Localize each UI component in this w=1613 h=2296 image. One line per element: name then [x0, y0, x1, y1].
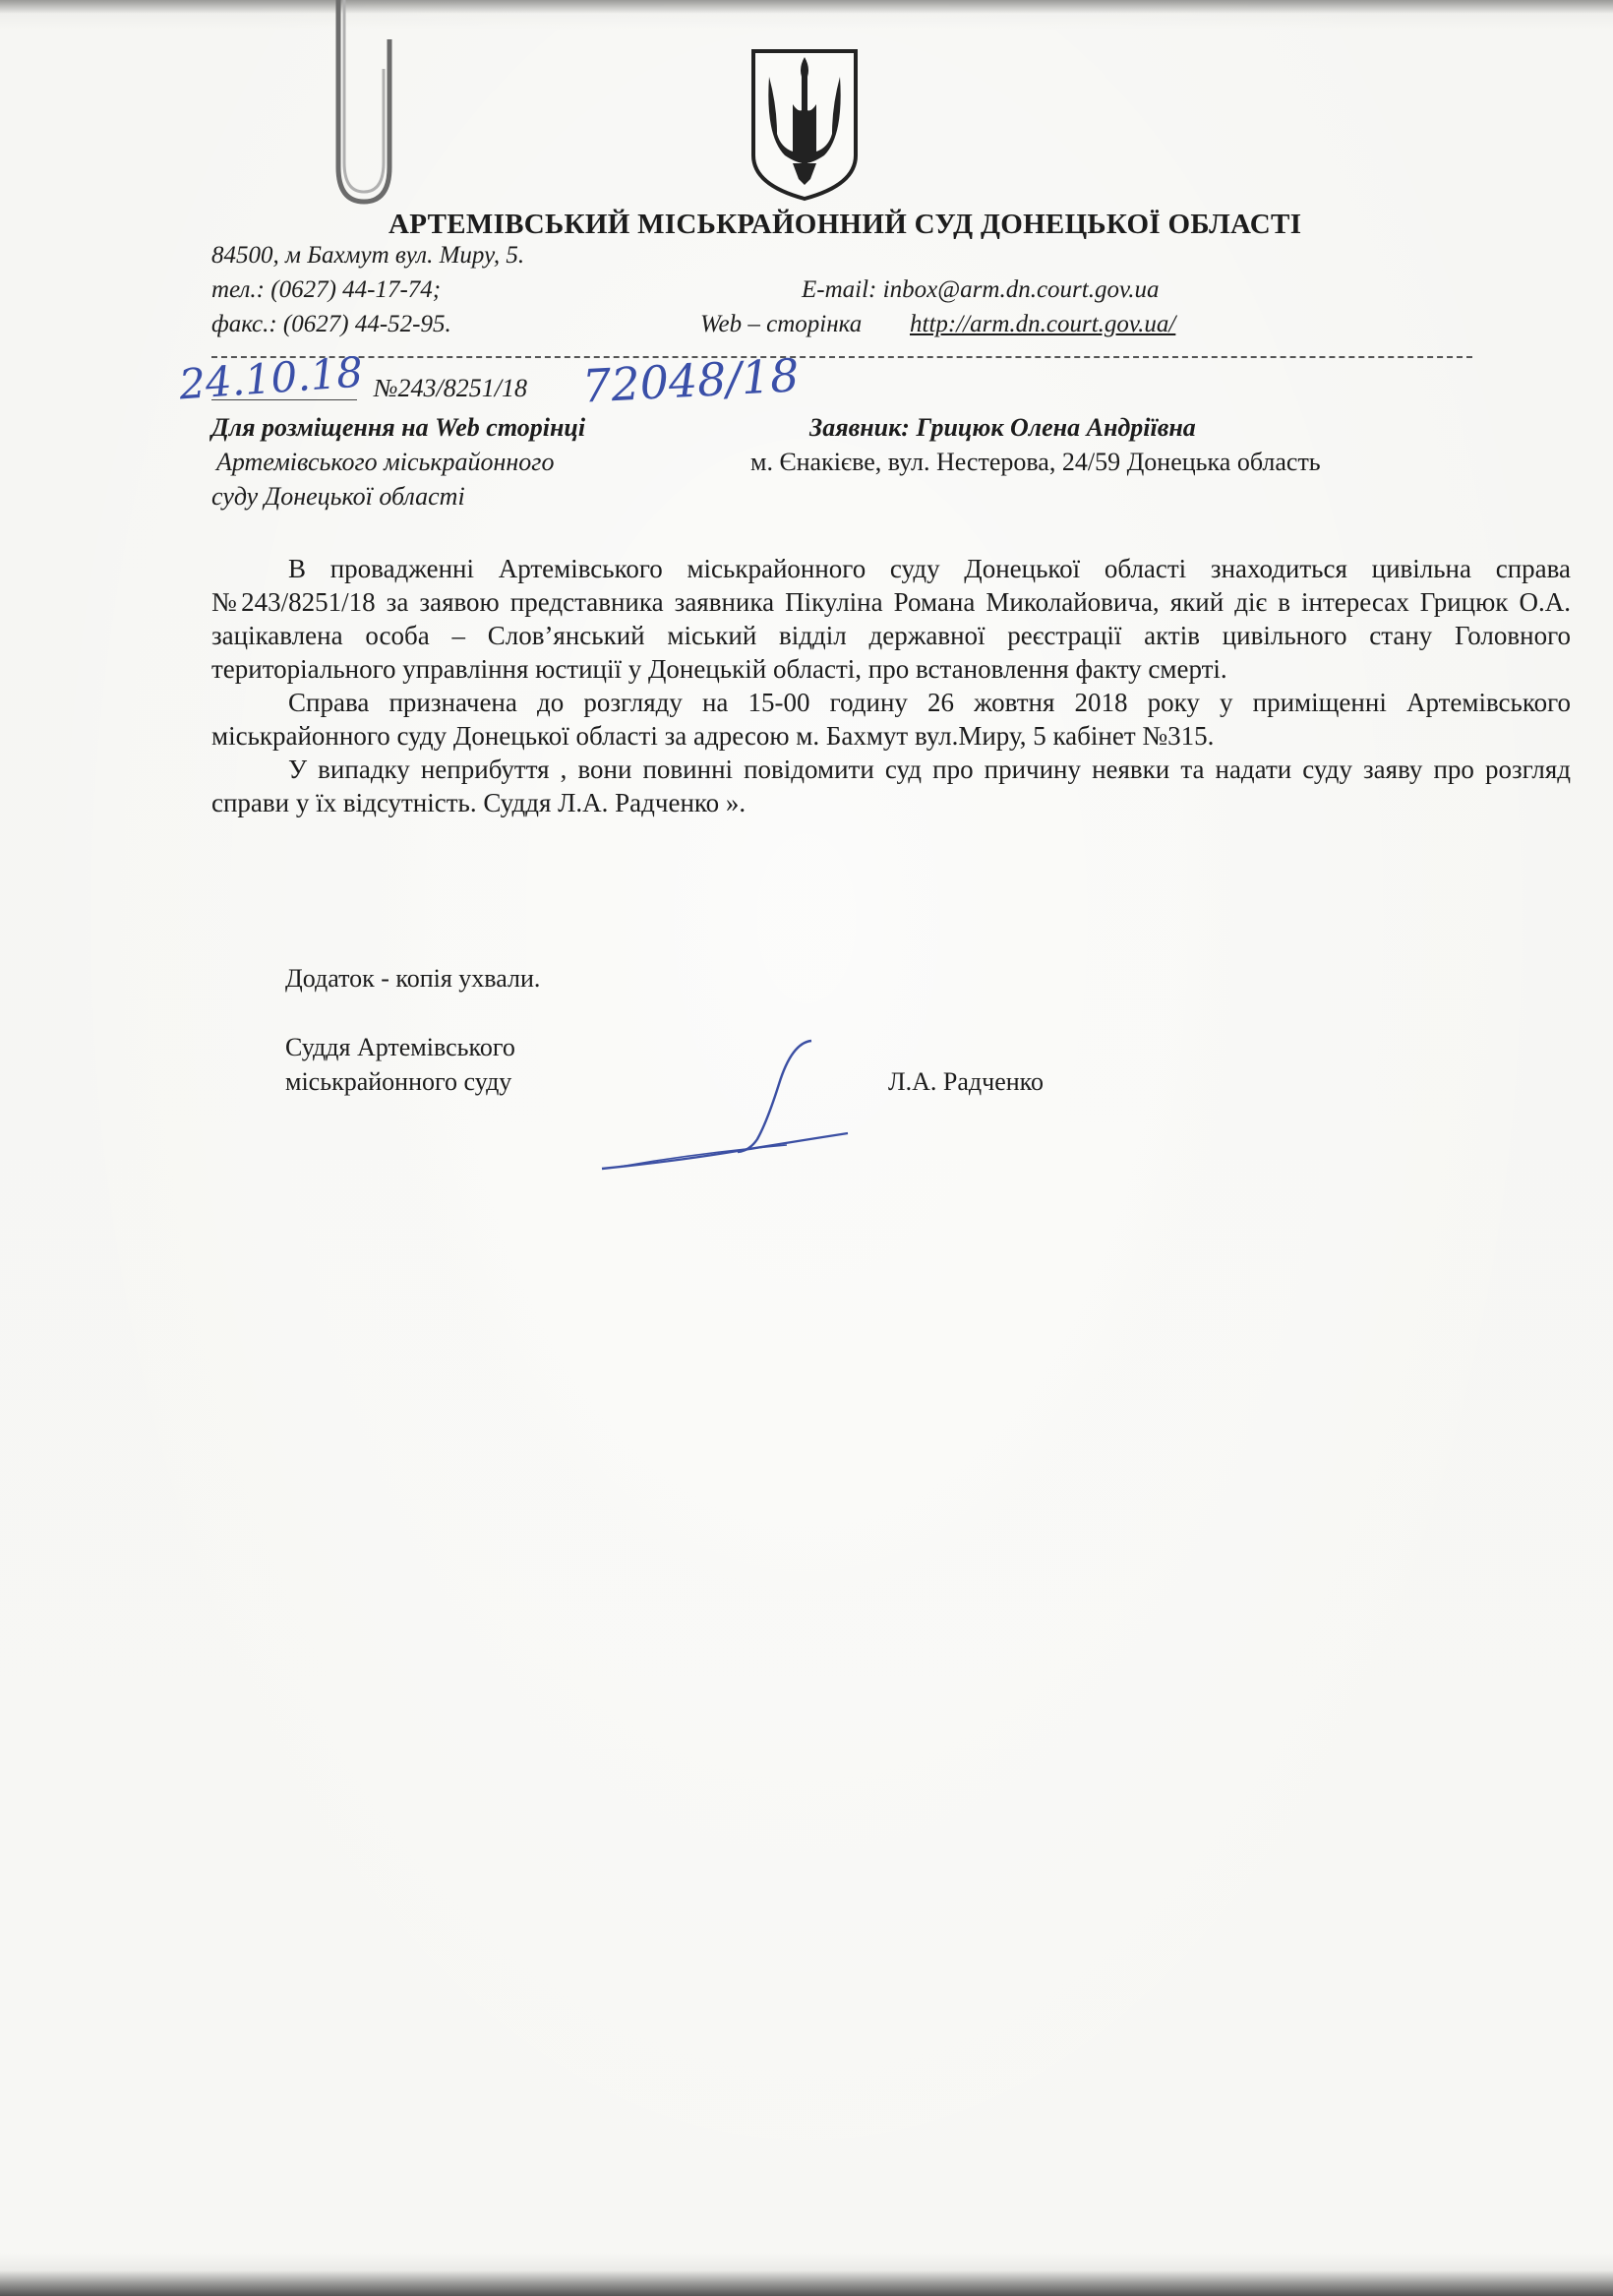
handwritten-registration-number: 72048/18 — [580, 348, 801, 413]
body-paragraph-2: Справа призначена до розгляду на 15-00 годину 26 жовтня 2018 року у приміщенні Артемівського міськрайонного суду Донецької області за адресою м. Бахмут вул.Миру, 5 кабінет №315. — [211, 688, 1571, 751]
body-paragraph-1: В провадженні Артемівського міськрайонного суду Донецької області знаходиться цивільна справа №243/8251/18 за заявою представника заявника Пікуліна Романа Миколайовича, який діє в інтересах Грицюк О.А. зацікавлена особа – Слов’янський міський відділ державної реєстрації актів цивільного стану Головного територіального управління юстиції у Донецькій області, про встановлення факту смерті. — [211, 554, 1571, 684]
recipient-line-2: Артемівського міськрайонного — [216, 448, 555, 476]
handwritten-signature — [590, 1023, 856, 1180]
signer-title-line-2: міськрайонного суду — [285, 1067, 512, 1096]
court-address: 84500, м Бахмут вул. Миру, 5. — [211, 242, 525, 269]
applicant-name: Заявник: Грицюк Олена Андріївна — [809, 413, 1196, 442]
signer-name: Л.А. Радченко — [888, 1067, 1044, 1096]
signer-title-line-1: Суддя Артемівського — [285, 1033, 515, 1061]
scan-bottom-edge — [0, 2270, 1613, 2296]
body-paragraph-3: У випадку неприбуття , вони повинні повідомити суд про причину неявки та надати суду заяву про розгляд справи у їх відсутність. Суддя Л.А. Радченко ». — [211, 755, 1571, 817]
case-number: №243/8251/18 — [374, 374, 527, 402]
court-web-link[interactable]: http://arm.dn.court.gov.ua/ — [910, 311, 1176, 337]
court-phone: тел.: (0627) 44-17-74; — [211, 276, 442, 303]
recipient-title: Для розміщення на Web сторінці — [211, 413, 586, 442]
date-underline — [211, 399, 357, 400]
handwritten-date: 24.10.18 — [177, 347, 365, 409]
header-divider — [211, 356, 1472, 358]
scan-top-edge — [0, 0, 1613, 14]
court-web-label: Web – сторінка — [700, 311, 863, 337]
court-name-heading: АРТЕМІВСЬКИЙ МІСЬКРАЙОННИЙ СУД ДОНЕЦЬКОЇ ОБЛАСТІ — [388, 209, 1302, 240]
recipient-line-3: суду Донецької області — [211, 482, 465, 511]
applicant-address: м. Єнакієве, вул. Нестерова, 24/59 Донецька область — [750, 448, 1321, 476]
notice-body — [211, 552, 1571, 819]
paperclip-icon — [325, 0, 403, 216]
attachment-note: Додаток - копія ухвали. — [285, 964, 541, 993]
coat-of-arms-icon — [749, 47, 860, 203]
court-fax: факс.: (0627) 44-52-95. — [211, 311, 451, 337]
court-email: E-mail: inbox@arm.dn.court.gov.ua — [802, 276, 1160, 303]
